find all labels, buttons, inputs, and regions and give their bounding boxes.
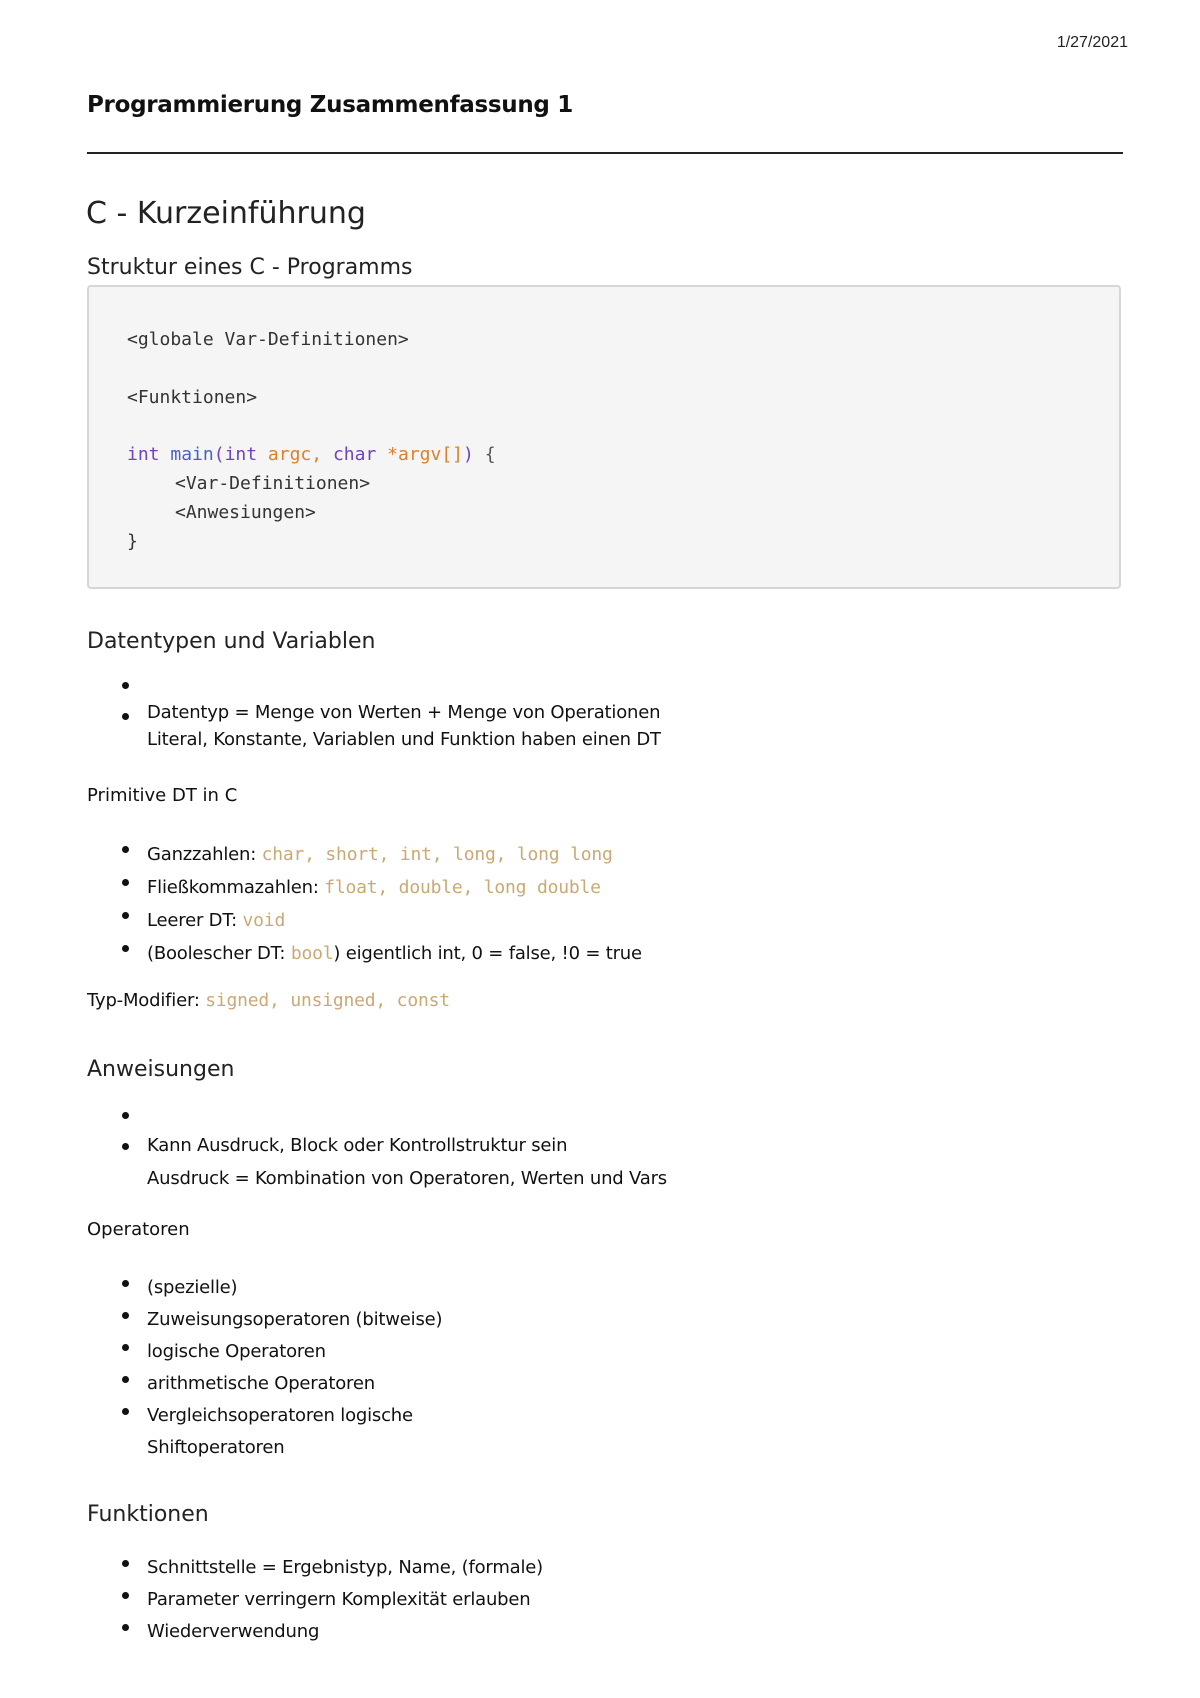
bullet-icon xyxy=(122,1376,129,1383)
code-line-functions: <Funktionen> xyxy=(127,387,258,408)
datentypen-list xyxy=(87,672,661,753)
list-item xyxy=(87,1129,667,1195)
bullet-icon xyxy=(122,1143,129,1150)
code-brackets: [] xyxy=(441,444,464,465)
bullet-icon xyxy=(122,1280,129,1287)
list-item xyxy=(87,672,661,699)
list-item-text: logische Operatoren xyxy=(147,1341,326,1362)
list-item-text: Shiftoperatoren xyxy=(147,1437,285,1458)
code-paren: ( xyxy=(213,444,225,465)
heading-anweisungen: Anweisungen xyxy=(87,1057,235,1082)
inline-code: signed, unsigned, const xyxy=(205,990,450,1011)
heading-primitive: Primitive DT in C xyxy=(87,785,238,806)
code-line-main xyxy=(127,444,496,465)
inline-code: bool xyxy=(290,943,334,964)
list-item-label: (Boolescher DT: xyxy=(147,943,291,964)
list-item-text: Kann Ausdruck, Block oder Kontrollstruktur sein xyxy=(147,1135,568,1156)
bullet-icon xyxy=(122,713,129,720)
code-function-name: main xyxy=(170,444,214,465)
list-item xyxy=(87,699,661,753)
page-title: Programmierung Zusammenfassung 1 xyxy=(87,92,574,118)
bullet-icon xyxy=(122,1592,129,1599)
list-item-text: Schnittstelle = Ergebnistyp, Name, (formale) xyxy=(147,1557,543,1578)
primitive-list xyxy=(87,838,642,970)
code-line-statements: <Anwesiungen> xyxy=(175,502,316,523)
inline-code: float, double, long double xyxy=(324,877,601,898)
list-item-text: Vergleichsoperatoren logische xyxy=(147,1405,413,1426)
bullet-icon xyxy=(122,1560,129,1567)
bullet-icon xyxy=(122,1312,129,1319)
list-item xyxy=(87,1368,442,1400)
title-divider xyxy=(87,152,1123,154)
print-date: 1/27/2021 xyxy=(1056,34,1128,51)
heading-funktionen: Funktionen xyxy=(87,1502,209,1527)
funktionen-list xyxy=(87,1552,543,1648)
inline-code: char, short, int, long, long long xyxy=(261,844,613,865)
list-item-text: Datentyp = Menge von Werten + Menge von Operationen xyxy=(147,702,661,723)
typ-modifier-label: Typ-Modifier: xyxy=(87,990,206,1011)
bullet-icon xyxy=(122,1624,129,1631)
list-item xyxy=(87,1336,442,1368)
code-keyword: int xyxy=(127,444,160,465)
heading-struktur: Struktur eines C - Programms xyxy=(87,255,413,280)
heading-operatoren: Operatoren xyxy=(87,1219,190,1240)
operatoren-list xyxy=(87,1272,442,1464)
list-item xyxy=(87,838,642,871)
list-item xyxy=(87,937,642,970)
list-item xyxy=(87,1552,543,1584)
bullet-icon xyxy=(122,1344,129,1351)
code-line-globals: <globale Var-Definitionen> xyxy=(127,329,409,350)
list-item-text: Ausdruck = Kombination von Operatoren, Werten und Vars xyxy=(147,1168,667,1189)
bullet-icon xyxy=(122,1408,129,1415)
code-block xyxy=(87,285,1121,589)
list-item xyxy=(87,1616,543,1648)
bullet-icon xyxy=(122,879,129,886)
code-brace: { xyxy=(484,444,496,465)
list-item-text: arithmetische Operatoren xyxy=(147,1373,375,1394)
code-line-close: } xyxy=(127,531,138,552)
list-item-label: Fließkommazahlen: xyxy=(147,877,325,898)
code-keyword: int xyxy=(224,444,258,465)
code-arg: argc, xyxy=(267,444,323,465)
anweisungen-list xyxy=(87,1102,667,1195)
list-item-suffix: ) eigentlich int, 0 = false, !0 = true xyxy=(333,943,642,964)
list-item xyxy=(87,1400,442,1464)
bullet-icon xyxy=(122,945,129,952)
list-item-text: Wiederverwendung xyxy=(147,1621,320,1642)
bullet-icon xyxy=(122,846,129,853)
code-keyword: char xyxy=(332,444,377,465)
code-arg: *argv xyxy=(387,444,442,465)
bullet-icon xyxy=(122,682,129,689)
inline-code: void xyxy=(242,910,286,931)
list-item-label: Leerer DT: xyxy=(147,910,243,931)
heading-datentypen: Datentypen und Variablen xyxy=(87,629,376,654)
list-item xyxy=(87,904,642,937)
list-item xyxy=(87,1102,667,1129)
list-item-text: (spezielle) xyxy=(147,1277,238,1298)
list-item xyxy=(87,1584,543,1616)
code-paren: ) xyxy=(463,444,474,465)
code-line-var-defs: <Var-Definitionen> xyxy=(175,473,371,494)
bullet-icon xyxy=(122,1112,129,1119)
list-item xyxy=(87,1304,442,1336)
list-item-label: Ganzzahlen: xyxy=(147,844,262,865)
bullet-icon xyxy=(122,912,129,919)
list-item-text: Zuweisungsoperatoren (bitweise) xyxy=(147,1309,443,1330)
typ-modifier-line xyxy=(87,990,450,1011)
list-item xyxy=(87,1272,442,1304)
list-item-text: Literal, Konstante, Variablen und Funktion haben einen DT xyxy=(147,729,661,750)
list-item xyxy=(87,871,642,904)
list-item-text: Parameter verringern Komplexität erlauben xyxy=(147,1589,531,1610)
section-heading-c-intro: C - Kurzeinführung xyxy=(86,196,366,231)
